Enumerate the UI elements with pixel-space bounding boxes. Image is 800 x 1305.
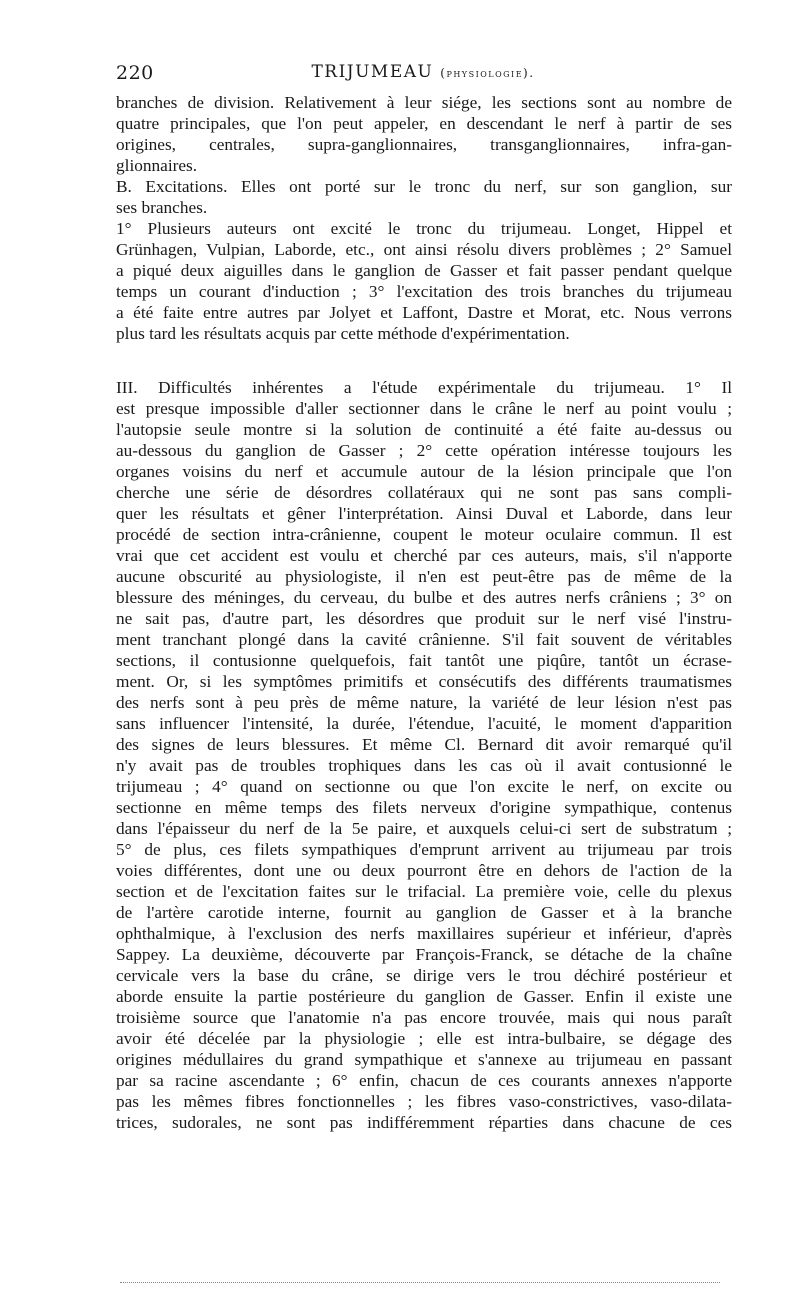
text-line: ne sait pas, d'autre part, les désordres que produit sur le nerf visé l'instru- [116, 609, 732, 628]
text-line: est presque impossible d'aller sectionner dans le crâne le nerf au point voulu ; [116, 399, 732, 418]
text-line: a été faite entre autres par Jolyet et Laffont, Dastre et Morat, etc. Nous verrons [116, 303, 732, 322]
text-line: ophthalmique, à l'exclusion des nerfs maxillaires supérieur et inférieur, d'après [116, 924, 732, 943]
text-line: pas les mêmes fibres fonctionnelles ; les fibres vaso-constrictives, vaso-dilata- [116, 1092, 732, 1111]
text-line: vrai que cet accident est voulu et cherché par ces auteurs, mais, s'il n'apporte [116, 546, 732, 565]
text-line: de l'artère carotide interne, fournit au ganglion de Gasser et à la branche [116, 903, 732, 922]
text-line: temps un courant d'induction ; 3° l'excitation des trois branches du trijumeau [116, 282, 732, 301]
text-line: Grünhagen, Vulpian, Laborde, etc., ont ainsi résolu divers problèmes ; 2° Samuel [116, 240, 732, 259]
text-line: quer les résultats et gêner l'interprétation. Ainsi Duval et Laborde, dans leur [116, 504, 732, 523]
text-line: au-dessous du ganglion de Gasser ; 2° cette opération intéresse toujours les [116, 441, 732, 460]
text-line: origines, centrales, supra-ganglionnaires, transganglionnaires, infra-gan- [116, 135, 732, 154]
text-line: ment tranchant plongé dans la cavité crânienne. S'il fait souvent de véritables [116, 630, 732, 649]
text-line: B. Excitations. Elles ont porté sur le tronc du nerf, sur son ganglion, sur [116, 177, 732, 196]
text-line: organes voisins du nerf et accumule autour de la lésion principale que l'on [116, 462, 732, 481]
text-line: ses branches. [116, 198, 208, 217]
text-line: par sa racine ascendante ; 6° enfin, chacun de ces courants annexes n'apporte [116, 1071, 732, 1090]
text-line: Sappey. La deuxième, découverte par François-Franck, se détache de la chaîne [116, 945, 732, 964]
text-line: quatre principales, que l'on peut appeler, en descendant le nerf à partir de ses [116, 114, 732, 133]
text-line: dans l'épaisseur du nerf de la 5e paire, et auxquels celui-ci sert de substratum ; [116, 819, 732, 838]
text-line: 1° Plusieurs auteurs ont excité le tronc du trijumeau. Longet, Hippel et [116, 219, 732, 238]
text-line: sections, il contusionne quelquefois, fait tantôt une piqûre, tantôt un écrase- [116, 651, 732, 670]
text-line: avoir été décelée par la physiologie ; elle est intra-bulbaire, se dégage des [116, 1029, 732, 1048]
text-line: voies différentes, dont une ou deux pourront être en dehors de l'action de la [116, 861, 732, 880]
text-line: cherche une série de désordres collatéraux qui ne sont pas sans compli- [116, 483, 732, 502]
text-line: aucune obscurité au physiologiste, il n'en est peut-être pas de même de la [116, 567, 732, 586]
text-line: blessure des méninges, du cerveau, du bulbe et des autres nerfs crâniens ; 3° on [116, 588, 732, 607]
footer-rule [120, 1282, 720, 1284]
text-line: plus tard les résultats acquis par cette méthode d'expérimentation. [116, 324, 570, 343]
text-line: aborde ensuite la partie postérieure du ganglion de Gasser. Enfin il existe une [116, 987, 732, 1006]
text-line: cervicale vers la base du crâne, se dirige vers le trou déchiré postérieur et [116, 966, 732, 985]
text-line: origines médullaires du grand sympathique et s'annexe au trijumeau en passant [116, 1050, 732, 1069]
text-line: procédé de section intra-crânienne, coupent le moteur oculaire commun. Il est [116, 525, 732, 544]
running-title-main: TRIJUMEAU [311, 62, 434, 82]
text-line: des nerfs sont à peu près de même nature, la variété de leur lésion n'est pas [116, 693, 732, 712]
page-number: 220 [116, 62, 154, 84]
text-line: sectionne en même temps des filets nerveux d'origine sympathique, contenus [116, 798, 732, 817]
text-line: trices, sudorales, ne sont pas indifféremment réparties dans chacune de ces [116, 1113, 732, 1132]
text-line: 5° de plus, ces filets sympathiques d'emprunt arrivent au trijumeau par trois [116, 840, 732, 859]
running-title [116, 62, 730, 82]
running-title-subtitle: (physiologie). [440, 66, 535, 80]
text-line: n'y avait pas de troubles trophiques dans les cas où il avait contusionné le [116, 756, 732, 775]
text-line: sans influencer l'intensité, la durée, l'étendue, l'acuité, le moment d'apparition [116, 714, 732, 733]
text-line: a piqué deux aiguilles dans le ganglion de Gasser et fait passer pendant quelque [116, 261, 732, 280]
text-line: trijumeau ; 4° quand on sectionne ou que l'on excite le nerf, on excite ou [116, 777, 732, 796]
page-header [116, 62, 730, 86]
text-block-sections-excitations [116, 92, 732, 344]
text-line: des signes de leurs blessures. Et même Cl. Bernard dit avoir remarqué qu'il [116, 735, 732, 754]
text-line: troisième source que l'anatomie n'a pas encore trouvée, mais qui nous paraît [116, 1008, 732, 1027]
text-line: branches de division. Relativement à leur siége, les sections sont au nombre de [116, 93, 732, 112]
text-line: glionnaires. [116, 156, 198, 175]
text-line: l'autopsie seule montre si la solution de continuité a été faite au-dessus ou [116, 420, 732, 439]
text-block-difficultes [116, 377, 732, 1133]
text-line: III. Difficultés inhérentes a l'étude expérimentale du trijumeau. 1° Il [116, 378, 732, 397]
text-line: ment. Or, si les symptômes primitifs et consécutifs des différents traumatismes [116, 672, 732, 691]
text-line: section et de l'excitation faites sur le trifacial. La première voie, celle du plexus [116, 882, 732, 901]
